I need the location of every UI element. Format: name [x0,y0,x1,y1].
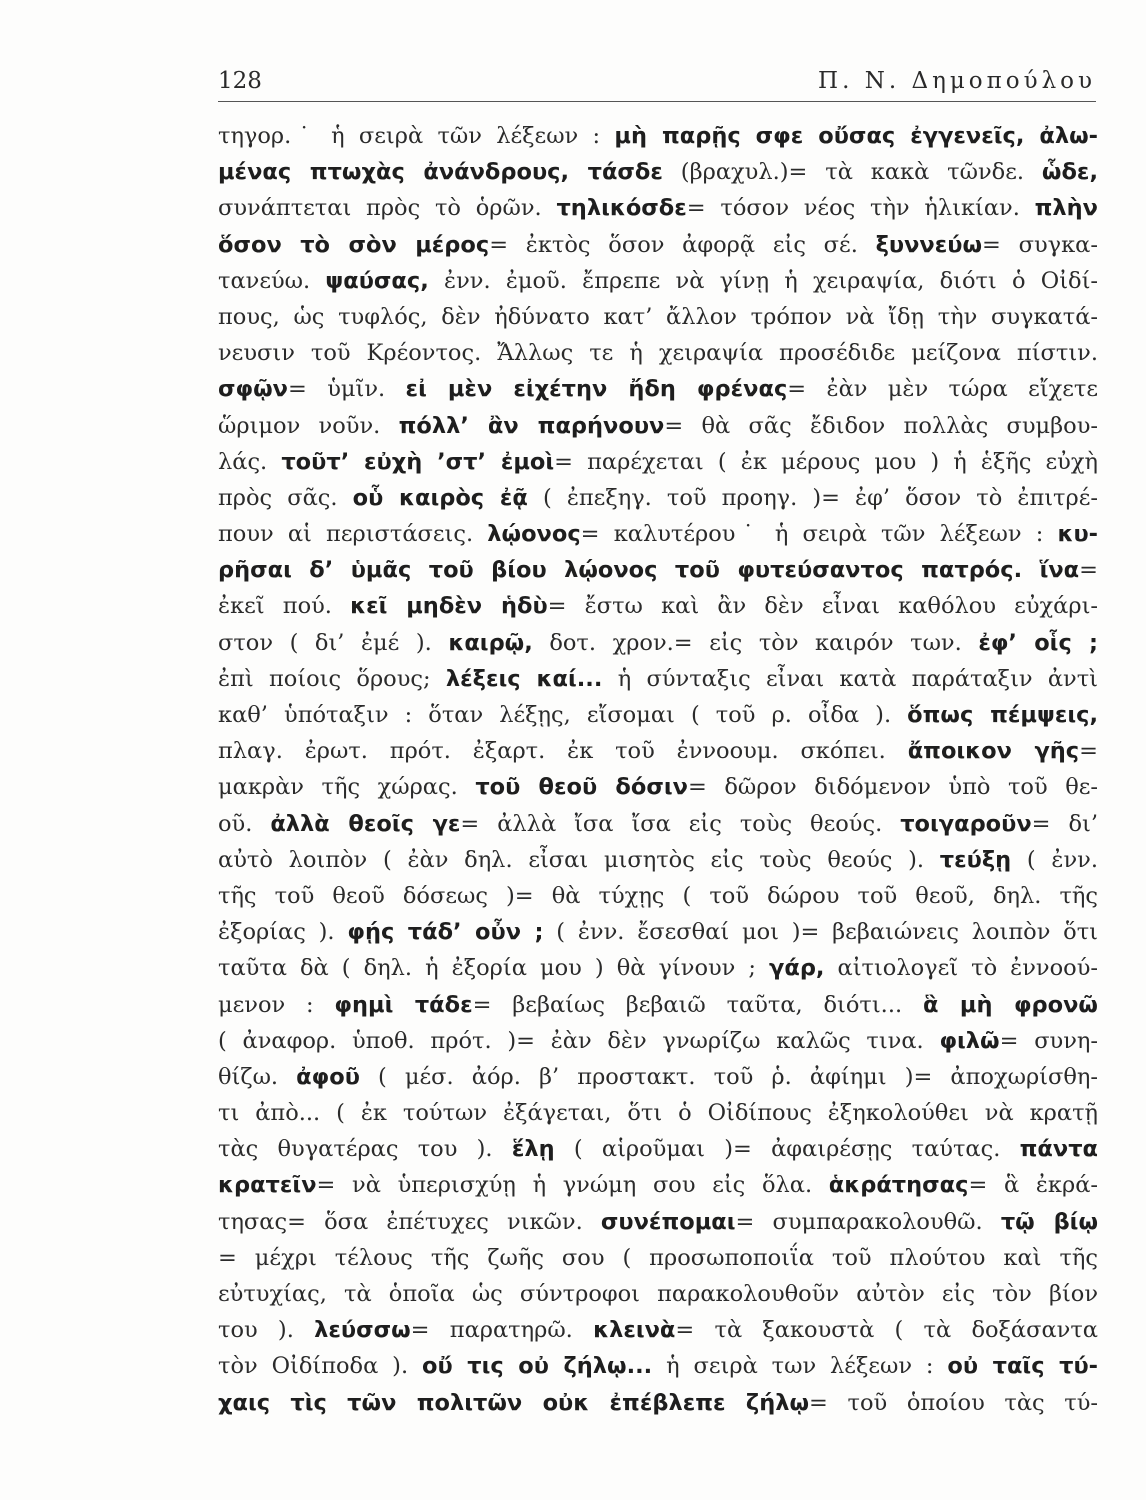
lemma-term: πάντα [1019,1136,1098,1163]
text-line [218,299,1098,335]
header-author: Π. Ν. Δημοπούλου [818,68,1096,94]
lemma-term: φιλῶ [939,1027,1000,1054]
lemma-term: ἕλῃ [511,1136,555,1163]
gloss-text: ἐπὶ ποίοις ὅρους; [218,665,446,692]
text-line [218,1023,1098,1059]
text-line [218,335,1098,371]
gloss-text: πρὸς σᾶς. [218,484,353,511]
gloss-text: αἰτιολογεῖ τὸ ἐννοού- [824,955,1098,982]
gloss-text: = συμπαρακολουθῶ. [735,1208,1001,1235]
gloss-text: τὰς θυγατέρας του ). [218,1136,512,1163]
text-line [218,1385,1098,1421]
text-line [218,190,1098,226]
gloss-text: οῦ. [218,810,271,837]
gloss-text: = παρέχεται ( ἐκ μέρους μου ) ἡ ἑξῆς εὐχὴ [554,448,1098,475]
gloss-text: ἡ σειρὰ των λέξεων : [652,1353,948,1380]
gloss-text: ἐνν. ἐμοῦ. ἔπρεπε νὰ γίνῃ ἡ χειραψία, διότι ὁ Οἰδί- [428,267,1098,294]
page-number: 128 [218,68,262,94]
lemma-term: μὴ παρῇς σφε οὔσας ἐγγενεῖς, ἀλω- [614,123,1098,149]
gloss-text: αὐτὸ λοιπὸν ( ἐὰν δηλ. εἶσαι μισητὸς εἰς τοὺς θεούς ). [218,846,940,873]
text-line [218,118,1098,154]
lemma-term: πόλλ’ ἂν παρήνουν [398,412,665,439]
gloss-text: τηγορ.˙ ἡ σειρὰ τῶν λέξεων : [218,123,615,149]
gloss-text: ( ἐνν. ἔσεσθαί μοι )= βεβαιώνεις λοιπὸν ὅτι [543,919,1098,946]
text-line [218,588,1098,624]
text-line [218,1131,1098,1167]
lemma-term: τοῦτ’ εὐχὴ ’στ’ ἐμοὶ [281,448,555,475]
text-line [218,263,1098,299]
gloss-text: συνάπτεται πρὸς τὸ ὁρῶν. [218,195,557,222]
lemma-term: ἁκράτησας [828,1172,969,1199]
text-line [218,408,1098,444]
gloss-text: ἐκεῖ πού. [218,593,351,620]
lemma-term: ψαύσας, [325,267,429,294]
lemma-term: σφῷν [218,376,289,403]
lemma-term: φημὶ τάδε [334,991,473,1018]
lemma-term: τηλικόσδε [556,195,687,222]
lemma-term: χαις τὶς τῶν πολιτῶν οὐκ ἐπέβλεπε ζήλῳ [218,1389,810,1416]
running-head [218,62,1096,102]
gloss-text: = ἐκτὸς ὅσον ἀφορᾷ εἰς σέ. [489,231,876,258]
gloss-text: = νὰ ὑπερισχύῃ ἡ γνώμη σου εἰς ὅλα. [316,1172,829,1199]
gloss-text: πους, ὡς τυφλός, δὲν ἠδύνατο κατ’ ἄλλον τρόπον νὰ ἴδῃ τὴν συγκατά- [218,303,1098,330]
gloss-text: = θὰ σᾶς ἔδιδον πολλὰς συμβου- [664,412,1098,439]
lemma-term: τεύξῃ [939,846,1012,873]
gloss-text: = τὰ ξακουστὰ ( τὰ δοξάσαντα [675,1317,1098,1344]
gloss-text: τανεύω. [218,267,326,294]
lemma-term: λέξεις καί... [445,665,603,692]
gloss-text: τῆς τοῦ θεοῦ δόσεως )= θὰ τύχῃς ( τοῦ δώρου τοῦ θεοῦ, δηλ. τῆς [218,882,1098,909]
gloss-text: μενον : [218,991,335,1018]
gloss-text: ( μέσ. ἀόρ. β’ προστακτ. τοῦ ῥ. ἀφίημι )= ἀποχωρίσθη- [359,1063,1098,1090]
lemma-term: κρατεῖν [218,1172,317,1199]
gloss-text: του ). [218,1317,315,1344]
lemma-term: εἰ μὲν εἰχέτην ἤδη φρένας [405,376,788,403]
text-line [218,950,1098,986]
lemma-term: γάρ, [769,955,825,982]
gloss-text: ταῦτα δὰ ( δηλ. ἡ ἐξορία μου ) θὰ γίνουν ; [218,955,770,982]
text-line [218,1312,1098,1348]
commentary-text [218,118,1098,1421]
lemma-term: ἀφοῦ [296,1063,360,1090]
gloss-text: πουν αἱ περιστάσεις. [218,521,488,548]
gloss-text: = παρατηρῶ. [410,1317,594,1344]
text-line [218,516,1098,552]
lemma-term: λεύσσω [314,1317,411,1344]
gloss-text: ( ἐπεξηγ. τοῦ προηγ. )= ἐφ’ ὅσον τὸ ἐπιτρέ- [527,484,1098,511]
lemma-term: ρῆσαι δ’ ὑμᾶς τοῦ βίου λῴονος τοῦ φυτεύσαντος πατρός. ἵνα [218,557,1080,584]
gloss-text: = τόσον νέος τὴν ἡλικίαν. [686,195,1035,222]
lemma-term: φῄς τάδ’ οὖν ; [347,919,544,946]
gloss-text: = ἀλλὰ ἴσα ἴσα εἰς τοὺς θεούς. [460,810,901,837]
lemma-term: ὧδε, [1041,159,1098,186]
lemma-term: λῴονος [487,521,581,548]
text-line [218,806,1098,842]
text-line [218,661,1098,697]
lemma-term: ἀλλὰ θεοῖς γε [270,810,461,837]
gloss-text: = ἐὰν μὲν τώρα εἴχετε [787,376,1098,403]
lemma-term: τοιγαροῦν [900,810,1032,837]
lemma-term: οὐ ταῖς τύ- [947,1353,1098,1380]
lemma-term: ὅπως πέμψεις, [907,702,1098,728]
gloss-text: ἡ σύνταξις εἶναι κατὰ παράταξιν ἀντὶ [602,665,1098,692]
gloss-text: = μέχρι τέλους τῆς ζωῆς σου ( προσωποποιΐα τοῦ πλούτου καὶ τῆς [218,1244,1098,1271]
text-line [218,733,1098,769]
gloss-text: τι ἀπὸ... ( ἐκ τούτων ἐξάγεται, ὅτι ὁ Οἰδίπους ἐξηκολούθει νὰ κρατῇ [218,1100,1098,1127]
gloss-text: = [1079,557,1098,584]
gloss-text: = συγκα- [982,231,1098,258]
gloss-text: νευσιν τοῦ Κρέοντος. Ἄλλως τε ἡ χειραψία προσέδιδε μείζονα πίστιν. [218,340,1098,367]
gloss-text: = καλυτέρου˙ ἡ σειρὰ τῶν λέξεων : [580,521,1058,548]
gloss-text: = βεβαίως βεβαιῶ ταῦτα, διότι... [472,991,923,1018]
lemma-term: ὅσον τὸ σὸν μέρος [218,231,490,258]
gloss-text: = τοῦ ὁποίου τὰς τύ- [809,1389,1098,1416]
lemma-term: ἐφ’ οἷς ; [978,629,1098,656]
lemma-term: τοῦ θεοῦ δόσιν [475,774,688,801]
text-line [218,1240,1098,1276]
lemma-term: οὗ καιρὸς ἐᾷ [352,484,528,511]
gloss-text: καθ’ ὑπόταξιν : ὅταν λέξῃς, εἴσομαι ( τοῦ ρ. οἶδα ). [218,702,908,728]
text-line [218,552,1098,588]
text-line [218,1204,1098,1240]
gloss-text: = [1079,738,1098,765]
text-line [218,1348,1098,1384]
lemma-term: οὔ τις οὐ ζήλῳ... [422,1353,653,1380]
gloss-text: δοτ. χρον.= εἰς τὸν καιρόν των. [532,629,979,656]
gloss-text: = ἔστω καὶ ἂν δὲν εἶναι καθόλου εὐχάρι- [547,593,1098,620]
lemma-term: κυ- [1057,521,1098,548]
text-line [218,914,1098,950]
text-line [218,625,1098,661]
gloss-text: = ὑμῖν. [288,376,406,403]
lemma-term: ἃ μὴ φρονῶ [922,991,1098,1018]
gloss-text: (βραχυλ.)= τὰ κακὰ τῶνδε. [662,159,1042,186]
text-line [218,1276,1098,1312]
gloss-text: ( αἱροῦμαι )= ἀφαιρέσῃς ταύτας. [554,1136,1020,1163]
lemma-term: κλεινὰ [593,1317,676,1344]
gloss-text: = δι’ [1031,810,1098,837]
lemma-term: τῷ βίῳ [1000,1208,1098,1235]
gloss-text: = δῶρον διδόμενον ὑπὸ τοῦ θε- [687,774,1098,801]
text-line [218,878,1098,914]
lemma-term: κεῖ μηδὲν ἡδὺ [350,593,548,620]
lemma-term: μένας πτωχὰς ἀνάνδρους, τάσδε [218,159,663,186]
gloss-text: στον ( δι’ ἐμέ ). [218,629,449,656]
gloss-text: = συνη- [999,1027,1098,1054]
gloss-text: = ἃ ἐκρά- [968,1172,1098,1199]
text-line [218,227,1098,263]
text-line [218,987,1098,1023]
text-line [218,1167,1098,1203]
lemma-term: συνέπομαι [600,1208,736,1235]
text-line [218,154,1098,190]
text-line [218,1095,1098,1131]
lemma-term: πλὴν [1034,195,1098,222]
gloss-text: εὐτυχίας, τὰ ὁποῖα ὡς σύντροφοι παρακολουθοῦν αὐτὸν εἰς τὸν βίον [218,1281,1098,1307]
header-rule [218,101,1096,102]
lemma-term: ἄποικον γῆς [907,738,1080,765]
text-line [218,444,1098,480]
gloss-text: ὥριμον νοῦν. [218,412,399,439]
gloss-text: πλαγ. ἐρωτ. πρότ. ἐξαρτ. ἐκ τοῦ ἐννοουμ. σκόπει. [218,738,908,765]
text-line [218,480,1098,516]
lemma-term: ξυννεύω [875,231,983,258]
gloss-text: τὸν Οἰδίποδα ). [218,1353,422,1380]
gloss-text: ἐξορίας ). [218,919,348,946]
text-line [218,842,1098,878]
text-line [218,769,1098,805]
gloss-text: θίζω. [218,1063,297,1090]
gloss-text: ( ἀναφορ. ὑποθ. πρότ. )= ἐὰν δὲν γνωρίζω καλῶς τινα. [218,1027,940,1054]
text-line [218,697,1098,733]
gloss-text: ( ἐνν. [1011,846,1098,873]
gloss-text: τησας= ὅσα ἐπέτυχες νικῶν. [218,1208,601,1235]
text-line [218,371,1098,407]
text-line [218,1059,1098,1095]
gloss-text: μακρὰν τῆς χώρας. [218,774,476,801]
lemma-term: καιρῷ, [448,629,533,656]
gloss-text: λάς. [218,448,282,475]
